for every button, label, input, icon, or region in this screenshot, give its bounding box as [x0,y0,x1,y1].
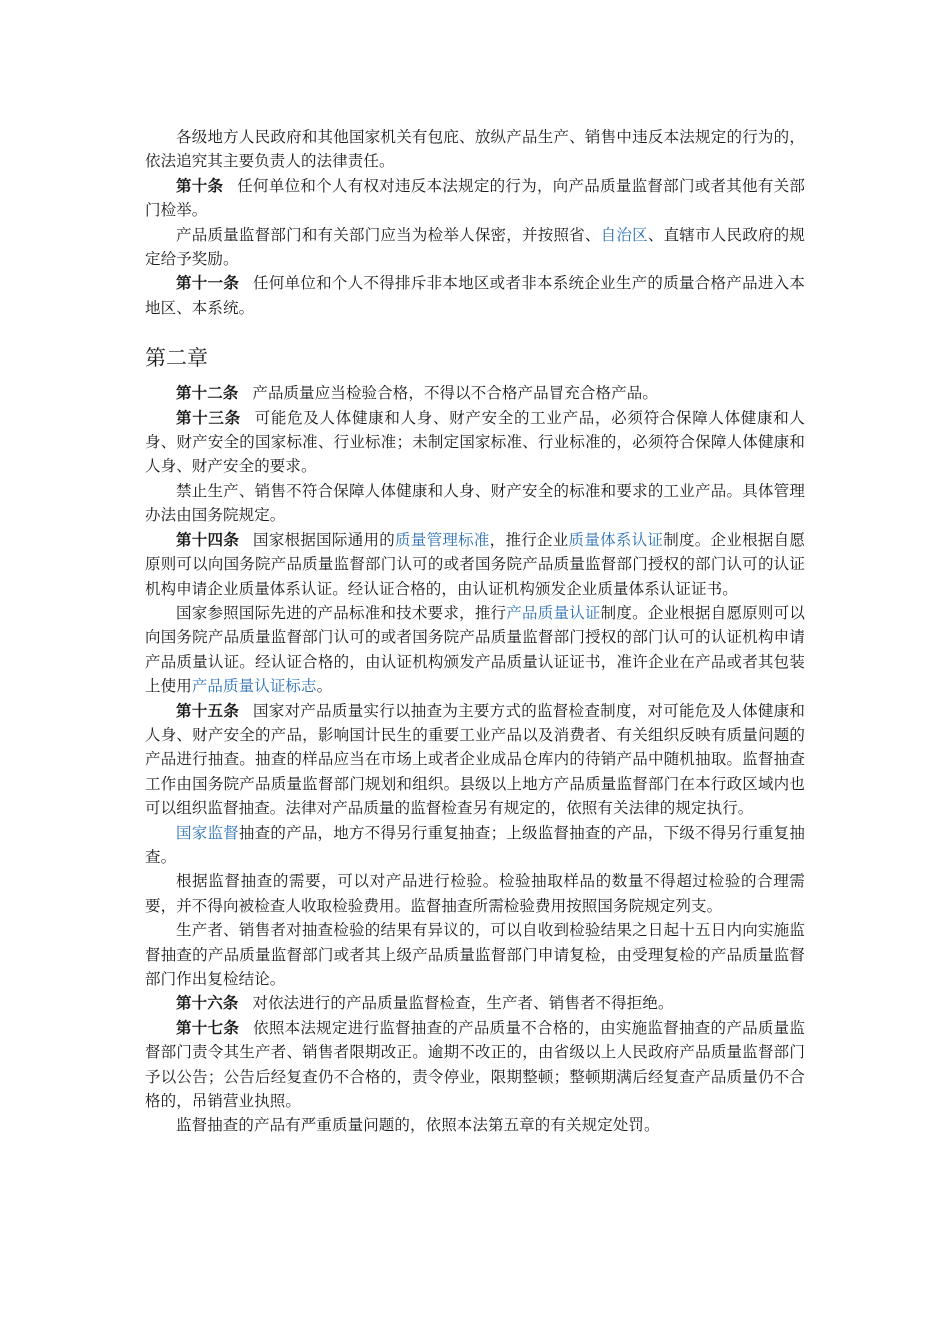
paragraph-text: 监督抽查的产品有严重质量问题的，依照本法第五章的有关规定处罚。 [176,1116,660,1135]
paragraph [145,125,805,174]
article-paragraph [145,991,805,1015]
paragraph-text: 依照本法规定进行监督抽查的产品质量不合格的，由实施监督抽查的产品质量监督部门责令其生产者、销售者限期改正。逾期不改正的，由省级以上人民政府产品质量监督部门予以公告；公告后经复查仍不合格的，责令停业，限期整顿；整顿期满后经复查产品质量仍不合格的，吊销营业执照。 [145,1018,805,1111]
paragraph-text: 对依法进行的产品质量监督检查，生产者、销售者不得拒绝。 [252,994,674,1013]
paragraph-text: 制度。企业根据自愿原则可以向国务院产品质量监督部门认可的或者国务院产品质量监督部门授权的部门认可的认证机构申请产品质量认证。经认证合格的，由认证机构颁发产品质量认证证书，准许企业在产品或者其包装上使用 [145,603,805,696]
paragraph-text: 各级地方人民政府和其他国家机关有包庇、放纵产品生产、销售中违反本法规定的行为的，依法追究其主要负责人的法律责任。 [145,128,805,171]
section-general-provisions [145,125,805,320]
paragraph-text: 国家根据国际通用的 [253,530,396,549]
paragraph-text: 抽查的产品，地方不得另行重复抽查；上级监督抽查的产品，下级不得另行重复抽查。 [145,823,805,866]
paragraph [145,918,805,991]
term-link[interactable]: 国家监督 [176,823,239,842]
paragraph-text: 任何单位和个人不得排斥非本地区或者非本系统企业生产的质量合格产品进入本地区、本系统。 [145,274,805,317]
article-paragraph [145,174,805,223]
article-number: 第十二条 [176,383,239,403]
chapter-heading: 第二章 [145,346,208,371]
article-paragraph [145,381,805,405]
article-number: 第十条 [176,175,224,195]
article-paragraph [145,528,805,601]
paragraph [145,1113,805,1137]
article-number: 第十六条 [176,993,239,1013]
paragraph-text: 根据监督抽查的需要，可以对产品进行检验。检验抽取样品的数量不得超过检验的合理需要，并不得向被检查人收取检验费用。监督抽查所需检验费用按照国务院规定列支。 [145,872,805,915]
article-number: 第十一条 [176,273,240,293]
paragraph [145,869,805,918]
article-number: 第十五条 [176,700,240,720]
term-link[interactable]: 质量管理标准 [395,530,490,549]
paragraph-text: 任何单位和个人有权对违反本法规定的行为，向产品质量监督部门或者其他有关部门检举。 [145,176,805,220]
paragraph [145,223,805,272]
article-number: 第十四条 [176,529,240,549]
term-link[interactable]: 自治区 [600,225,648,244]
article-paragraph [145,406,805,479]
paragraph-text: ，推行企业 [489,530,569,549]
article-paragraph [145,271,805,320]
paragraph-text: 产品质量监督部门和有关部门应当为检举人保密，并按照省、 [176,225,601,244]
article-paragraph [145,1016,805,1114]
document-body [145,125,805,1138]
paragraph-text: 可能危及人体健康和人身、财产安全的工业产品，必须符合保障人体健康和人身、财产安全的国家标准、行业标准；未制定国家标准、行业标准的，必须符合保障人体健康和人身、财产安全的要求。 [145,408,805,476]
term-link[interactable]: 产品质量认证标志 [191,677,317,696]
paragraph-text: 、直辖市人民政府的规定给予奖励。 [145,225,805,269]
paragraph-text: 国家对产品质量实行以抽查为主要方式的监督检查制度，对可能危及人体健康和人身、财产安全的产品，影响国计民生的重要工业产品以及消费者、有关组织反映有质量问题的产品进行抽查。抽查的样品应当在市场上或者企业成品仓库内的待销产品中随机抽取。监督抽查工作由国务院产品质量监督部门规划和组织。县级以上地方产品质量监督部门在本行政区域内也可以组织监督抽查。法律对产品质量的监督检查另有规定的，依照有关法律的规定执行。 [145,701,805,818]
term-link[interactable]: 质量体系认证 [568,530,664,549]
term-link[interactable]: 产品质量认证 [506,603,601,622]
article-number: 第十三条 [176,407,241,427]
paragraph-text: 制度。企业根据自愿原则可以向国务院产品质量监督部门认可的或者国务院产品质量监督部门授权的部门认可的认证机构申请企业质量体系认证。经认证合格的，由认证机构颁发企业质量体系认证证书。 [145,530,805,598]
section-chapter-two [145,381,805,1138]
paragraph-text: 国家参照国际先进的产品标准和技术要求，推行 [176,603,507,622]
paragraph-text: 生产者、销售者对抽查检验的结果有异议的，可以自收到检验结果之日起十五日内向实施监督抽查的产品质量监督部门或者其上级产品质量监督部门申请复检，由受理复检的产品质量监督部门作出复检结论。 [145,921,805,988]
paragraph [145,479,805,528]
paragraph-text: 产品质量应当检验合格，不得以不合格产品冒充合格产品。 [252,384,658,403]
paragraph [145,821,805,870]
article-number: 第十七条 [176,1017,240,1037]
paragraph-text: 。 [316,677,333,696]
paragraph-text: 禁止生产、销售不符合保障人体健康和人身、财产安全的标准和要求的工业产品。具体管理办法由国务院规定。 [145,481,805,525]
paragraph [145,601,805,699]
article-paragraph [145,699,805,821]
